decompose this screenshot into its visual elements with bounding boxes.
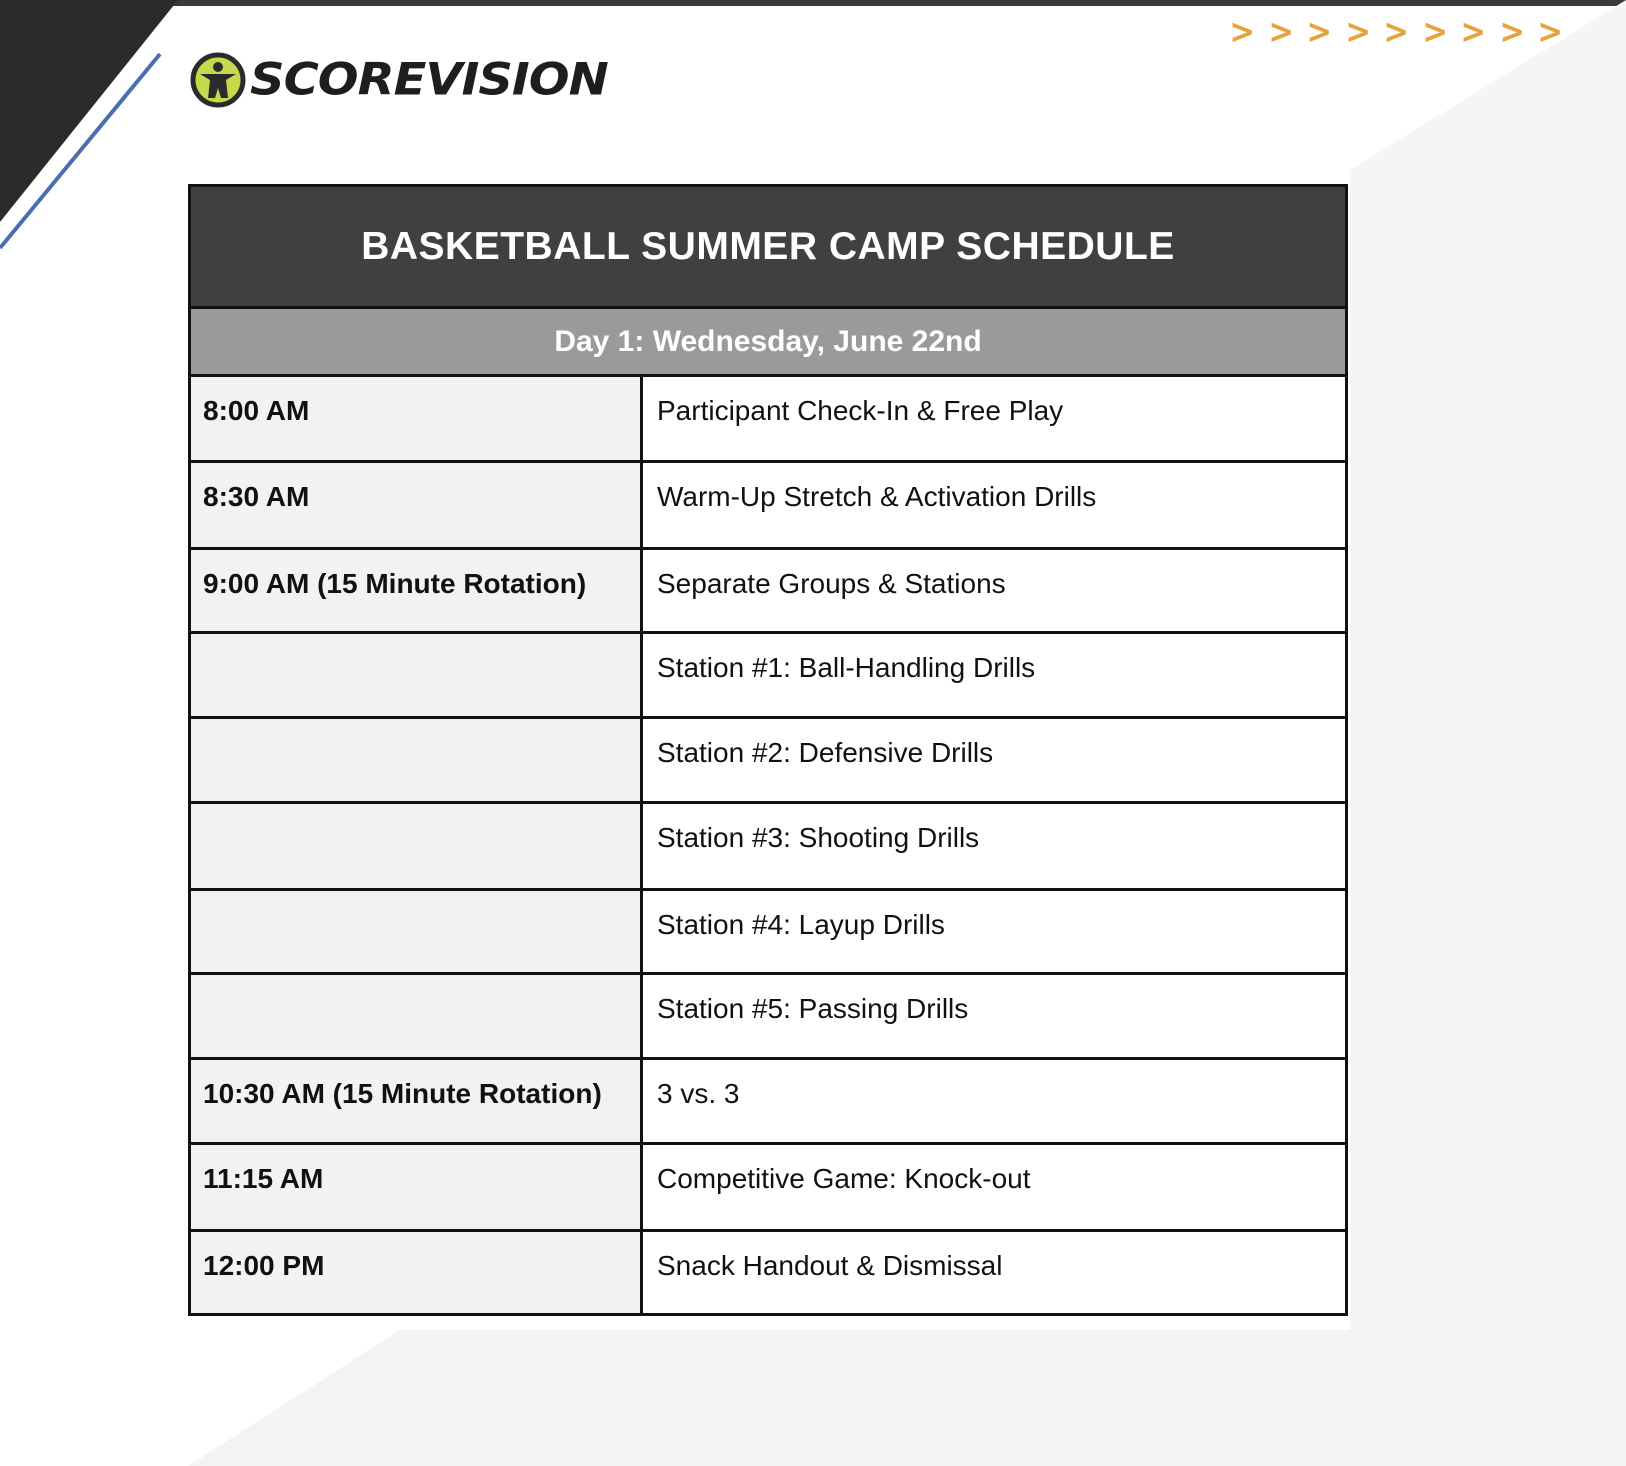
activity-cell: Participant Check-In & Free Play	[643, 377, 1345, 460]
table-row	[191, 377, 1345, 463]
table-row	[191, 634, 1345, 719]
activity-cell: 3 vs. 3	[643, 1060, 1345, 1142]
activity-cell: Station #3: Shooting Drills	[643, 804, 1345, 888]
chevron-right-icon: >	[1421, 12, 1448, 52]
activity-cell: Separate Groups & Stations	[643, 550, 1345, 631]
table-row	[191, 975, 1345, 1060]
activity-cell: Warm-Up Stretch & Activation Drills	[643, 463, 1345, 547]
table-row	[191, 719, 1345, 804]
chevron-right-icon: >	[1537, 12, 1564, 52]
activity-cell: Station #2: Defensive Drills	[643, 719, 1345, 801]
time-cell	[191, 804, 643, 888]
brand-name: SCOREVISION	[250, 54, 608, 106]
chevron-right-icon: >	[1229, 12, 1256, 52]
table-row	[191, 891, 1345, 975]
scorevision-logo	[190, 52, 608, 108]
time-cell	[191, 975, 643, 1057]
day-heading: Day 1: Wednesday, June 22nd	[191, 309, 1345, 377]
chevron-right-icon: >	[1498, 12, 1525, 52]
schedule-title: BASKETBALL SUMMER CAMP SCHEDULE	[191, 187, 1345, 309]
time-cell	[191, 634, 643, 716]
activity-cell: Competitive Game: Knock-out	[643, 1145, 1345, 1229]
time-cell: 11:15 AM	[191, 1145, 643, 1229]
time-cell: 12:00 PM	[191, 1232, 643, 1313]
activity-cell: Station #1: Ball-Handling Drills	[643, 634, 1345, 716]
activity-cell: Station #5: Passing Drills	[643, 975, 1345, 1057]
chevron-right-icon: >	[1306, 12, 1333, 52]
time-cell: 9:00 AM (15 Minute Rotation)	[191, 550, 643, 631]
table-row	[191, 1060, 1345, 1145]
table-row	[191, 804, 1345, 891]
chevron-right-icon: >	[1460, 12, 1487, 52]
time-cell: 8:00 AM	[191, 377, 643, 460]
table-row	[191, 1145, 1345, 1232]
time-cell	[191, 719, 643, 801]
table-row	[191, 550, 1345, 634]
chevron-decoration	[1228, 12, 1565, 52]
schedule-rows	[191, 377, 1345, 1313]
chevron-right-icon: >	[1344, 12, 1371, 52]
table-row	[191, 463, 1345, 550]
activity-cell: Station #4: Layup Drills	[643, 891, 1345, 972]
table-row	[191, 1232, 1345, 1313]
activity-cell: Snack Handout & Dismissal	[643, 1232, 1345, 1313]
person-circle-logo-icon	[190, 52, 246, 108]
chevron-right-icon: >	[1267, 12, 1294, 52]
time-cell: 8:30 AM	[191, 463, 643, 547]
schedule-table	[188, 184, 1348, 1316]
time-cell	[191, 891, 643, 972]
time-cell: 10:30 AM (15 Minute Rotation)	[191, 1060, 643, 1142]
chevron-right-icon: >	[1383, 12, 1410, 52]
